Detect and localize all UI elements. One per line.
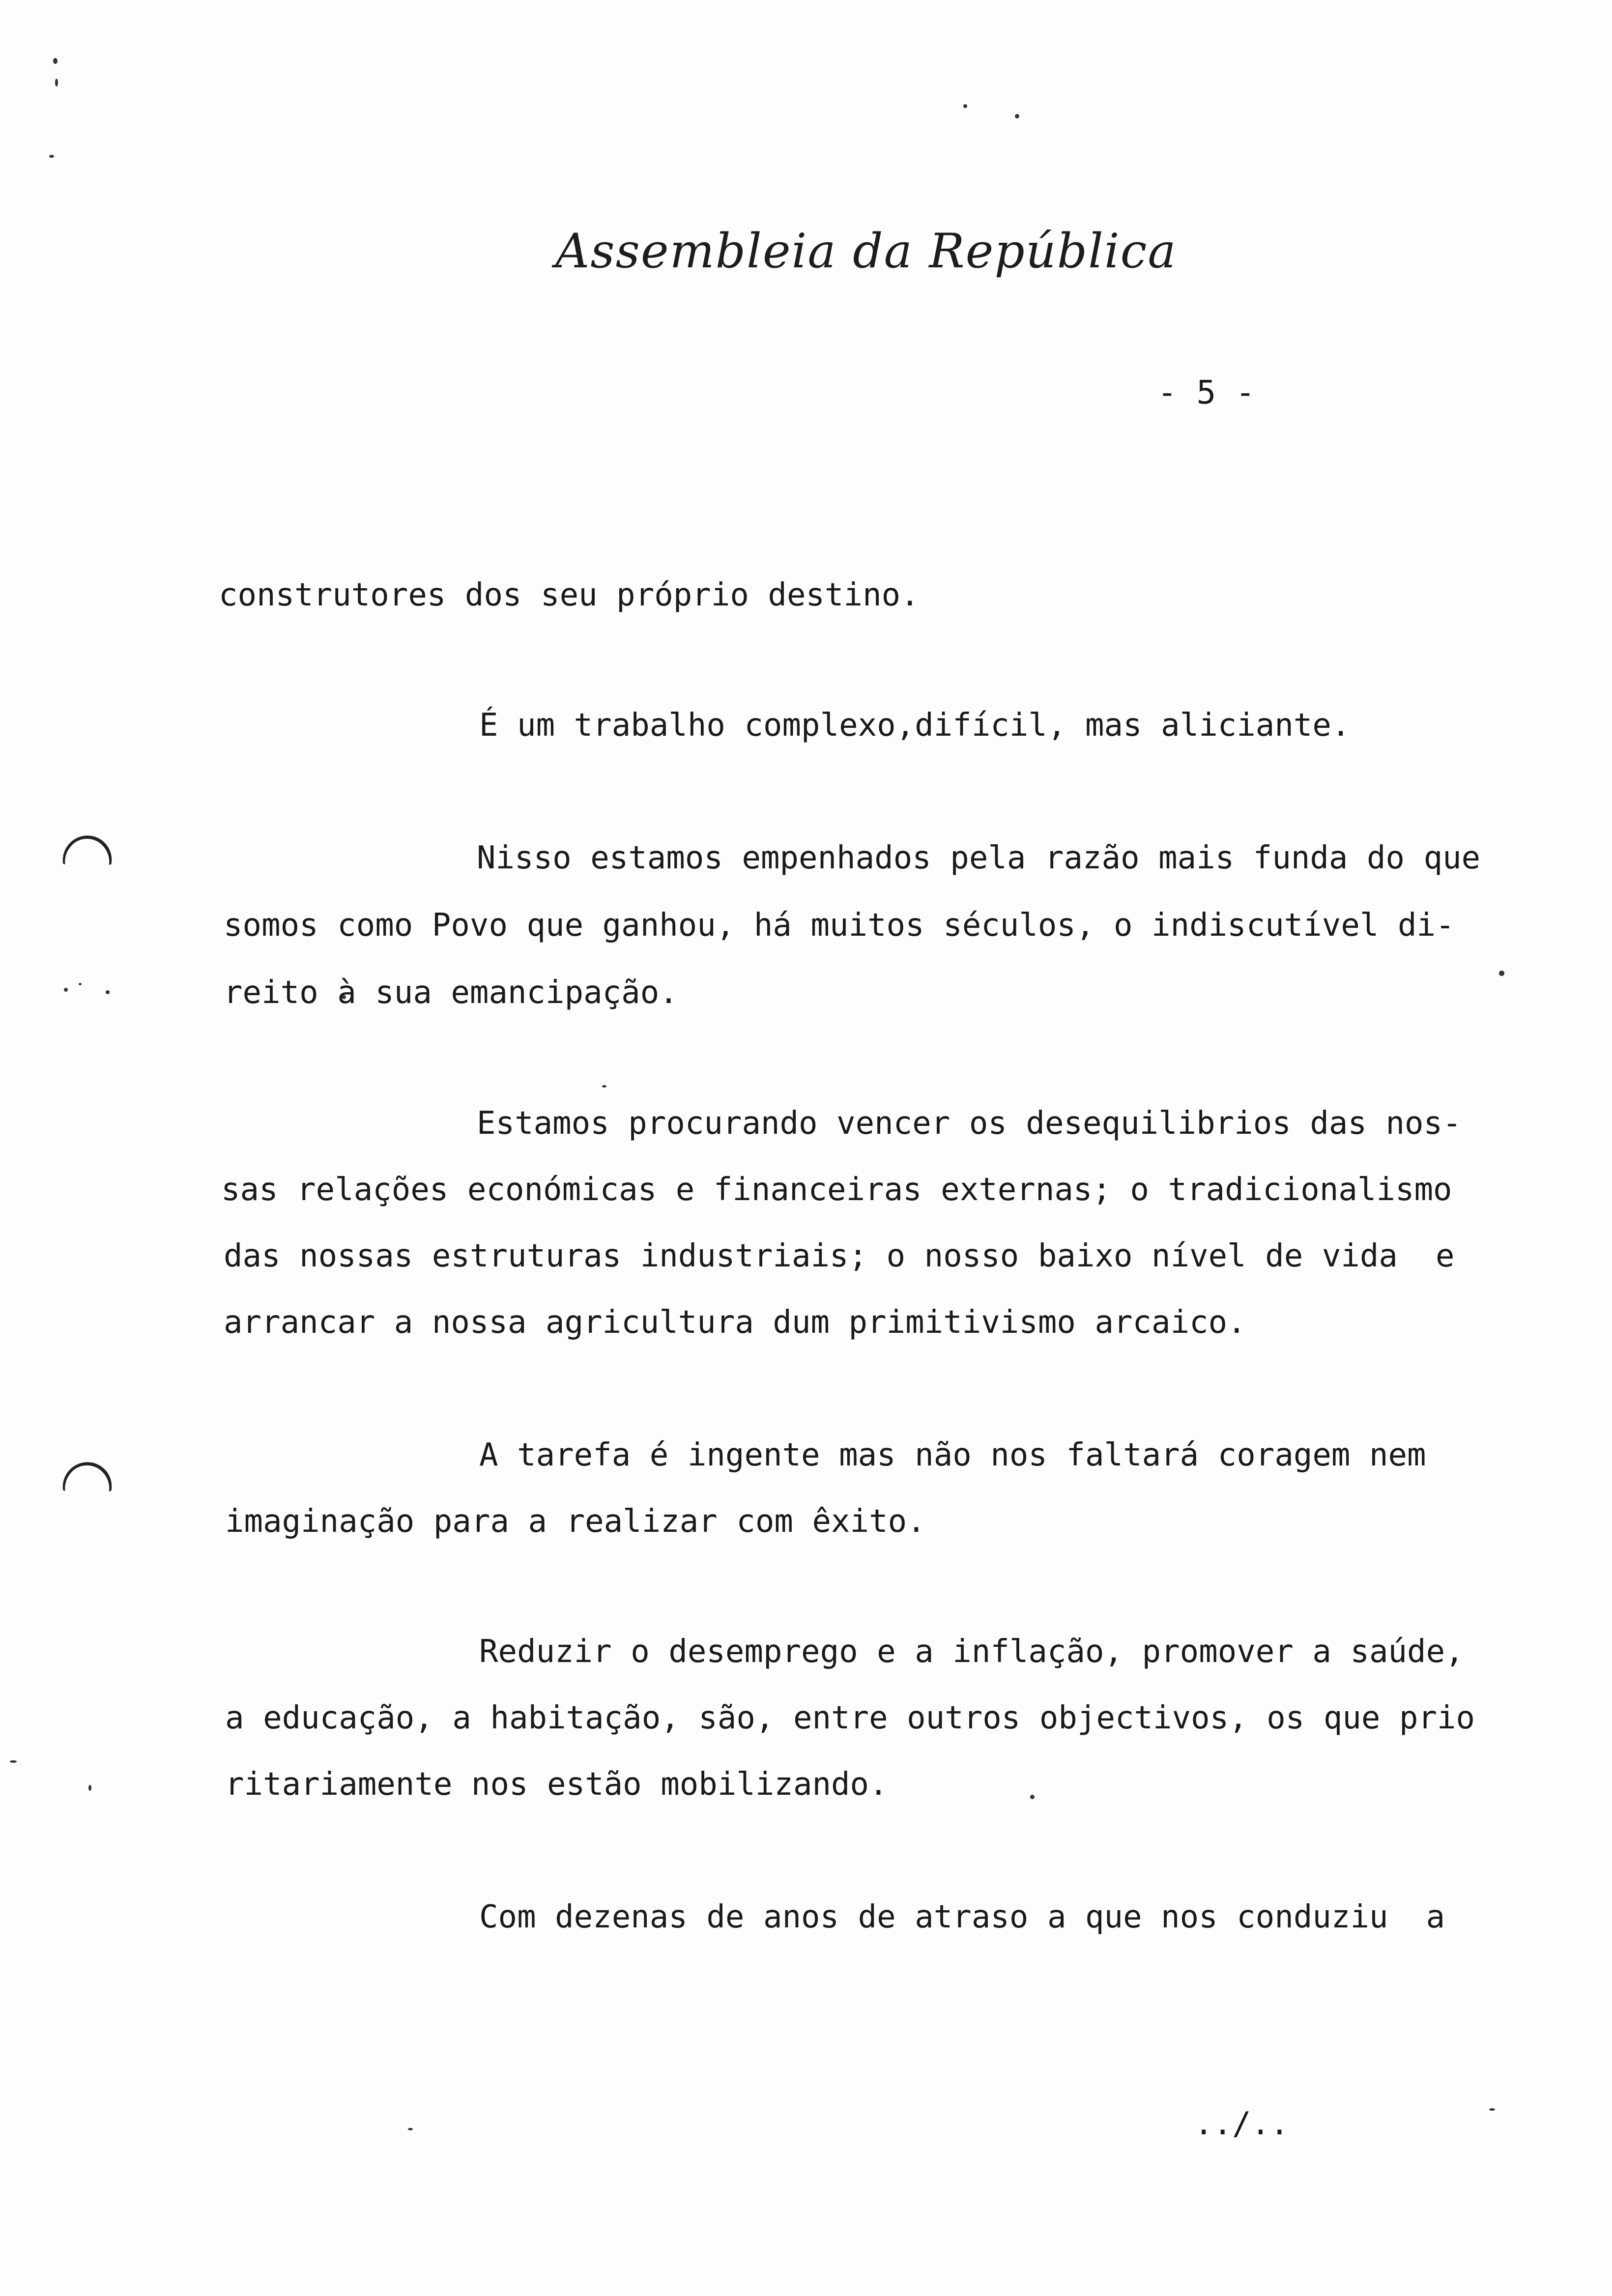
body-text-line: A tarefa é ingente mas não nos faltará coragem nem — [479, 1437, 1426, 1473]
page-number: - 5 - — [1157, 373, 1255, 411]
letterhead-title: Assembleia da República — [555, 224, 1177, 279]
body-text-line: Estamos procurando vencer os desequilibrios das nos- — [477, 1105, 1462, 1142]
scan-speck — [1489, 2108, 1495, 2111]
scan-speck — [53, 58, 58, 64]
body-text-line: a educação, a habitação, são, entre outros objectivos, os que prio — [225, 1700, 1475, 1736]
body-text-line: construtores dos seu próprio destino. — [219, 577, 920, 613]
body-text-line: somos como Povo que ganhou, há muitos séculos, o indiscutível di- — [224, 907, 1455, 944]
scan-speck — [88, 1785, 91, 1791]
scan-speck — [49, 155, 54, 158]
scan-speck — [408, 2128, 413, 2130]
body-text-line: Reduzir o desemprego e a inflação, promover a saúde, — [479, 1634, 1464, 1670]
body-text-line: arrancar a nossa agricultura dum primitivismo arcaico. — [224, 1304, 1246, 1341]
body-text-line: reito à sua emancipação. — [224, 975, 678, 1011]
scan-speck — [106, 990, 110, 994]
scan-speck — [10, 1760, 17, 1763]
scan-speck — [1499, 971, 1504, 976]
body-text-line: É um trabalho complexo,difícil, mas aliciante. — [479, 707, 1351, 744]
body-text-line: sas relações económicas e financeiras externas; o tradicionalismo — [221, 1172, 1452, 1208]
body-text-line: Com dezenas de anos de atraso a que nos conduziu a — [479, 1899, 1445, 1935]
punch-hole-mark — [53, 1452, 122, 1521]
scan-speck — [64, 988, 68, 992]
body-text-line: das nossas estruturas industriais; o nosso baixo nível de vida e — [224, 1238, 1455, 1274]
scan-speck — [55, 79, 58, 86]
punch-hole-mark — [53, 826, 122, 895]
scan-speck — [602, 1085, 606, 1088]
continuation-mark: ../.. — [1194, 2106, 1289, 2142]
scan-speck — [963, 104, 967, 108]
body-text-line: imaginação para a realizar com êxito. — [225, 1503, 926, 1540]
body-text-line: Nisso estamos empenhados pela razão mais funda do que — [477, 840, 1481, 876]
scan-speck — [1030, 1795, 1035, 1799]
scan-speck — [1015, 114, 1019, 118]
body-text-line: ritariamente nos estão mobilizando. — [225, 1766, 888, 1803]
scan-speck — [79, 983, 82, 985]
